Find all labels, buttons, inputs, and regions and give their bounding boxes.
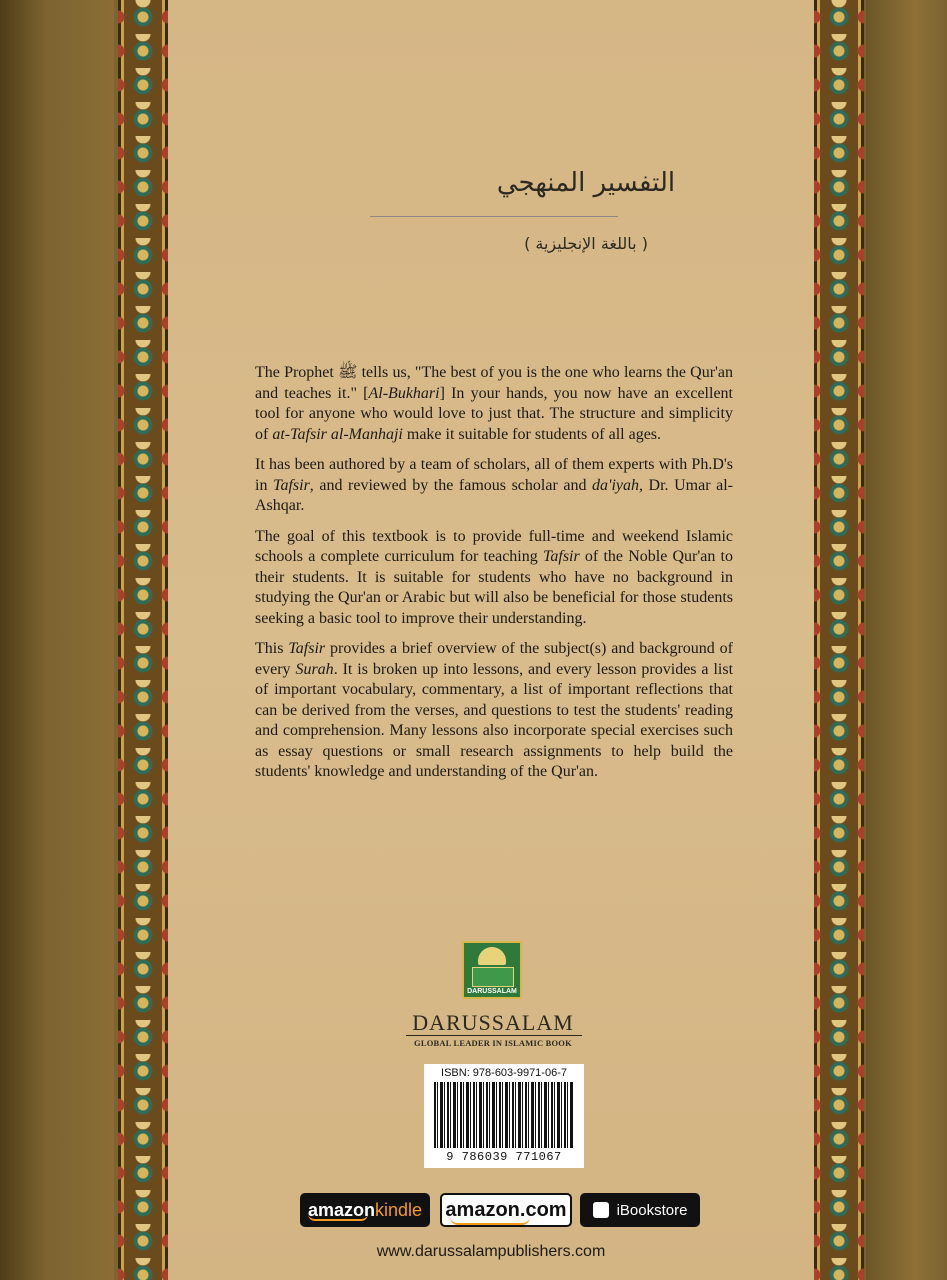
amazon-kindle-badge[interactable] [300, 1193, 430, 1227]
ibooks-icon [593, 1202, 609, 1218]
ornamental-border-right [814, 0, 864, 1280]
amazon-smile-icon [308, 1214, 368, 1221]
amazon-smile-icon [450, 1217, 530, 1225]
blurb-paragraph: The Prophet ﷺ tells us, "The best of you is the one who learns the Qur'an and teaches it." [Al-Bukhari] In your hands, you now have an excellent tool for anyone who would love to just that. The structure and simplicity of at-Tafsir al-Manhaji make it suitable for students of all ages. [255, 364, 734, 443]
publisher-divider [406, 1035, 582, 1036]
arabic-title: التفسير المنهجي [496, 168, 676, 198]
ibookstore-badge-text: iBookstore [616, 1201, 688, 1219]
cover-right-edge [866, 0, 947, 1280]
isbn-label: ISBN: 978-603-9971-06-7 [441, 1067, 567, 1079]
publisher-name: DARUSSALAM [412, 1010, 574, 1035]
cover-left-edge [0, 0, 114, 1280]
logo-label: DARUSSALAM [467, 988, 517, 995]
barcode-bars [434, 1082, 574, 1148]
quran-book-icon [472, 967, 514, 987]
publisher-website[interactable]: www.darussalampublishers.com [376, 1243, 606, 1260]
publisher-tagline: GLOBAL LEADER IN ISLAMIC BOOK [414, 1038, 572, 1048]
isbn-barcode [424, 1064, 584, 1168]
arabic-subtitle: ( باللغة الإنجليزية ) [524, 234, 648, 253]
barcode-number: 9 786039 771067 [446, 1150, 562, 1164]
amazon-badge-text: amazon.com [445, 1198, 567, 1221]
darussalam-logo [462, 941, 522, 999]
ornamental-border-left [118, 0, 168, 1280]
ibookstore-badge[interactable] [580, 1193, 700, 1227]
blurb-paragraph: This Tafsir provides a brief overview of the subject(s) and background of every Surah. It is broken up into lessons, and every lesson provides a list of important vocabulary, commentary, a list of important reflections that can be derived from the verses, and questions to test the students' reading and comprehension. Many lessons also incorporate special exercises such as essay questions or small research assignments to help build the students' knowledge and understanding of the Qur'an. [255, 640, 734, 780]
blurb-paragraph: It has been authored by a team of scholars, all of them experts with Ph.D's in Tafsir, and reviewed by the famous scholar and da'iyah, Dr. Umar al-Ashqar. [255, 456, 733, 514]
kindle-badge-kindle-text: kindle [375, 1199, 423, 1220]
dome-icon [478, 947, 506, 965]
blurb-paragraph: The goal of this textbook is to provide full-time and weekend Islamic schools a complete curriculum for teaching Tafsir of the Noble Qur'an to their students. It is suitable for students who have no background in studying the Qur'an or Arabic but will also be beneficial for those students seeking a basic tool to improve their understanding. [255, 527, 733, 627]
blurb-text [255, 363, 733, 793]
kindle-badge-amazon-text: amazon [307, 1199, 375, 1220]
title-divider [370, 216, 618, 217]
